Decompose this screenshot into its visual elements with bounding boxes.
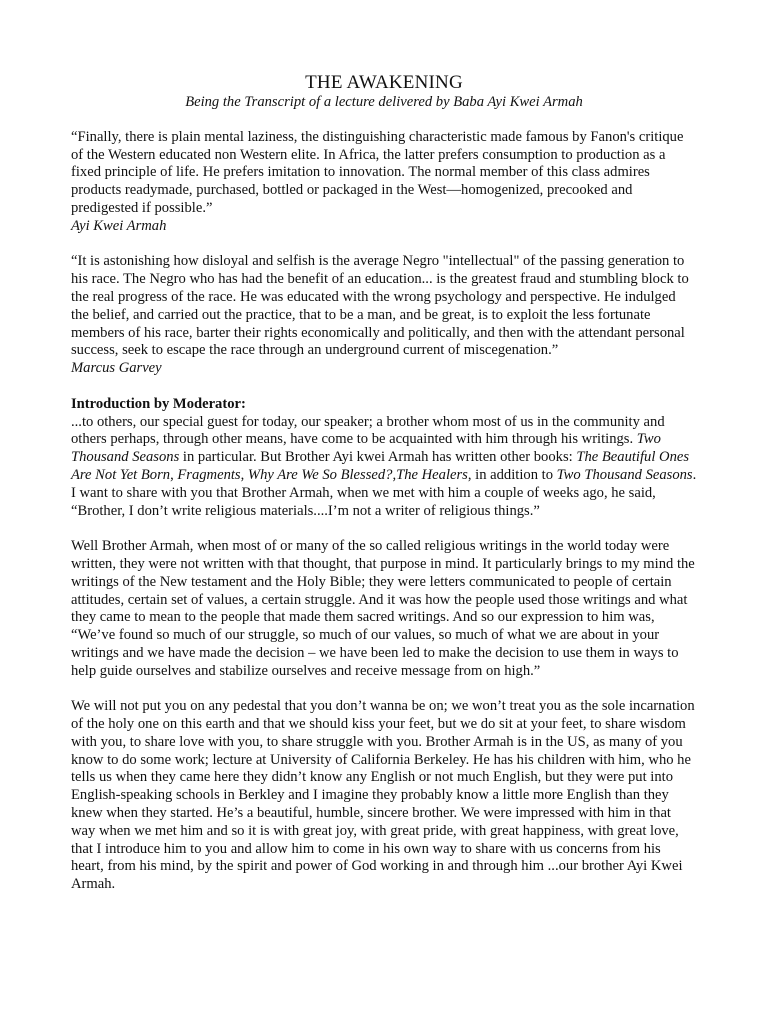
document-title: THE AWAKENING — [305, 72, 463, 93]
paragraph-text: , — [240, 466, 248, 483]
book-title: Fragments — [177, 466, 241, 483]
intro-paragraph-1 — [71, 414, 697, 521]
intro-paragraph-2: Well Brother Armah, when most of or many of the so called religious writings in the world today were written, they were not written with that thought, that purpose in mind. It particularly brings to my mind the writings of the New testament and the Holy Bible; they were letters communicated to people of certain attitudes, certain set of values, a certain struggle. And it was how the people used those writings and what they came to mean to the people that made them sacred writings. And so our expression to him was, “We’ve found so much of our struggle, so much of our values, so much of what we are about in your writings and we have made the decision – we have been led to make the decision to use them in ways to help guide ourselves and stabilize ourselves and receive message from on high.” — [71, 538, 695, 679]
epigraph-quote-1 — [71, 129, 697, 236]
book-title: Two Thousand Seasons — [556, 466, 693, 483]
document-subtitle: Being the Transcript of a lecture delivered by Baba Ayi Kwei Armah — [185, 94, 583, 110]
book-title: The Beautiful Ones Are Not Yet Born — [71, 449, 690, 483]
book-title: Why Are We So Blessed?,The Healers — [247, 466, 468, 483]
quote-author: Ayi Kwei Armah — [71, 217, 167, 234]
epigraph-quote-2 — [71, 253, 697, 378]
quote-author: Marcus Garvey — [71, 360, 162, 377]
section-heading: Introduction by Moderator: — [71, 395, 246, 412]
paragraph-text: , — [170, 466, 178, 483]
paragraph-text: ...to others, our special guest for today, our speaker; a brother whom most of us in the community and others perhaps, through other means, have come to be acquainted with him through his writings. — [71, 413, 665, 448]
book-title: Two Thousand Seasons — [71, 431, 661, 466]
paragraph-text: . I want to share with you that Brother Armah, when we met with him a couple of weeks ago, he said, “Brother, I don’t write religious materials....I’m not a writer of religious things.” — [71, 466, 697, 519]
intro-paragraph-3: We will not put you on any pedestal that you don’t wanna be on; we won’t treat you as the sole incarnation of the holy one on this earth and that we should kiss your feet, but we do sit at your feet, to share wisdom with you, to share love with you, to share struggle with you. Brother Armah is in the US, as many of you know to do some work; lecture at University of California Berkeley. He has his children with him, who he tells us when they came here they didn’t know any English or not much English, but they were put into English-speaking schools in Berkley and I imagine they probably know a little more English than they knew when they started. He’s a beautiful, humble, sincere brother. We were impressed with him in that way when we met him and so it is with great joy, with great pride, with great happiness, with great love, that I introduce him to you and allow him to come in his own way to share with us concerns from his heart, from his mind, by the spirit and power of God working in and through him ...our brother Ayi Kwei Armah. — [71, 698, 695, 893]
paragraph-text: in particular. But Brother Ayi kwei Armah has written other books: — [179, 449, 577, 466]
quote-text: “Finally, there is plain mental laziness, the distinguishing characteristic made famous by Fanon's critique of the Western educated non Western elite. In Africa, the latter prefers consumption to production as a fixed principle of life. He prefers imitation to innovation. The normal member of this class admires products readymade, purchased, bottled or packaged in the West—homogenized, precooked and predigested if possible.” — [71, 128, 684, 216]
paragraph-text: , in addition to — [467, 466, 557, 483]
quote-text: “It is astonishing how disloyal and selfish is the average Negro "intellectual" of the passing generation to his race. The Negro who has had the benefit of an education... is the greatest fraud and stumbling block to the real progress of the race. He was educated with the wrong psychology and perspective. He indulged the belief, and carried out the practice, that to be a man, and be great, is to exploit the less fortunate members of his race, barter their rights economically and politically, and then with the attendant personal success, seek to escape the race through an underground current of miscegenation.” — [71, 253, 689, 359]
document-page — [71, 72, 697, 912]
